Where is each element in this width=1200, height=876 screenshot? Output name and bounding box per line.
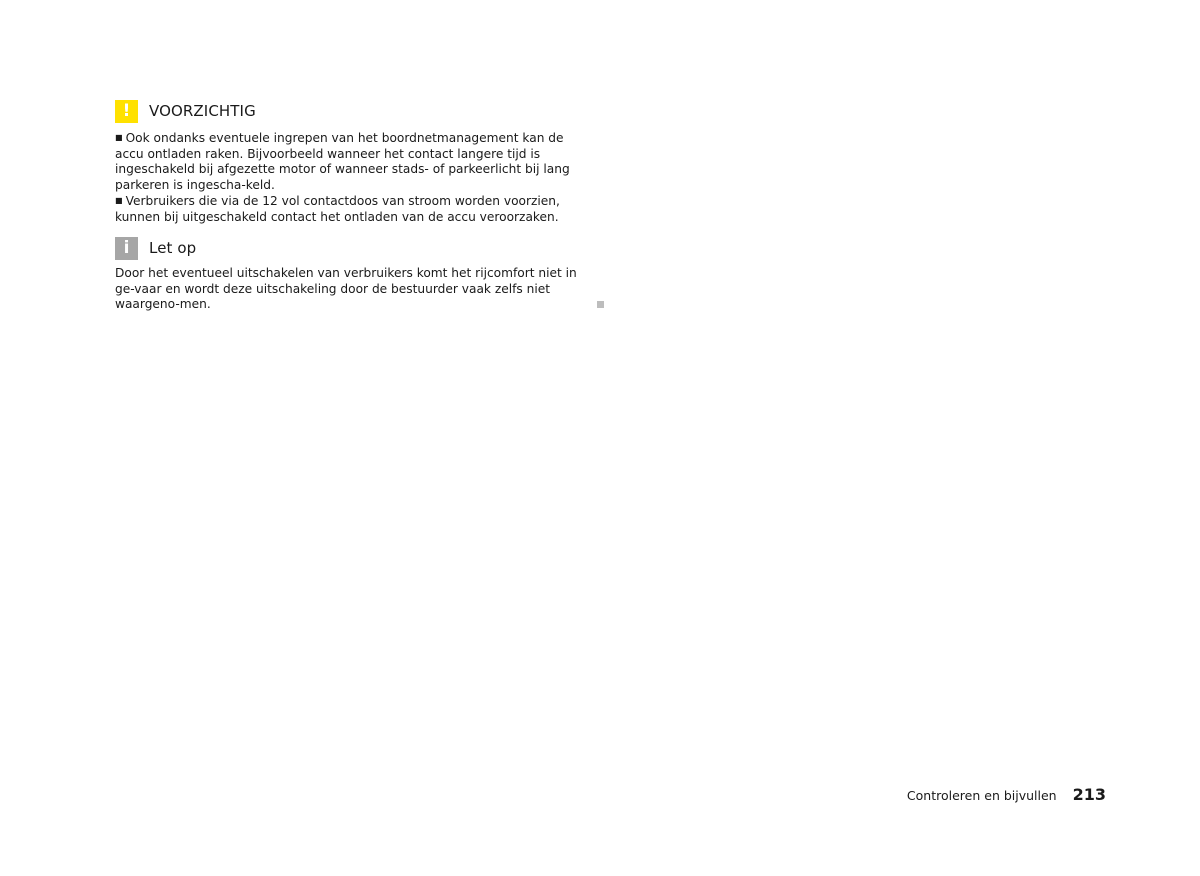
note-header	[115, 236, 196, 260]
bullet-marker: ■	[115, 196, 123, 205]
warning-body	[115, 130, 595, 225]
page-number: 213	[1072, 785, 1106, 804]
note-title: Let op	[149, 239, 197, 257]
bullet-marker: ■	[115, 133, 123, 142]
footer-section-title: Controleren en bijvullen	[906, 788, 1057, 803]
warning-header	[115, 99, 256, 123]
exclamation-icon: !	[115, 100, 138, 123]
warning-title: VOORZICHTIG	[149, 102, 256, 120]
info-icon: i	[115, 237, 138, 260]
page-footer	[907, 785, 1106, 804]
section-end-marker	[597, 301, 604, 308]
note-body: Door het eventueel uitschakelen van verbruikers komt het rijcomfort niet in ge-vaar en wordt deze uitschakeling door de bestuurder vaak zelfs niet waargeno-men.	[115, 266, 577, 311]
warning-bullet: ■ Verbruikers die via de 12 vol contactdoos van stroom worden voorzien, kunnen bij uitgeschakeld contact het ontladen van de accu veroorzaken.	[115, 194, 560, 224]
warning-bullet: ■ Ook ondanks eventuele ingrepen van het boordnetmanagement kan de accu ontladen raken. Bijvoorbeeld wanneer het contact langere tijd is ingeschakeld bij afgezette motor of wanneer stads- of parkeerlicht bij lang parkeren is ingescha-keld.	[115, 131, 570, 192]
